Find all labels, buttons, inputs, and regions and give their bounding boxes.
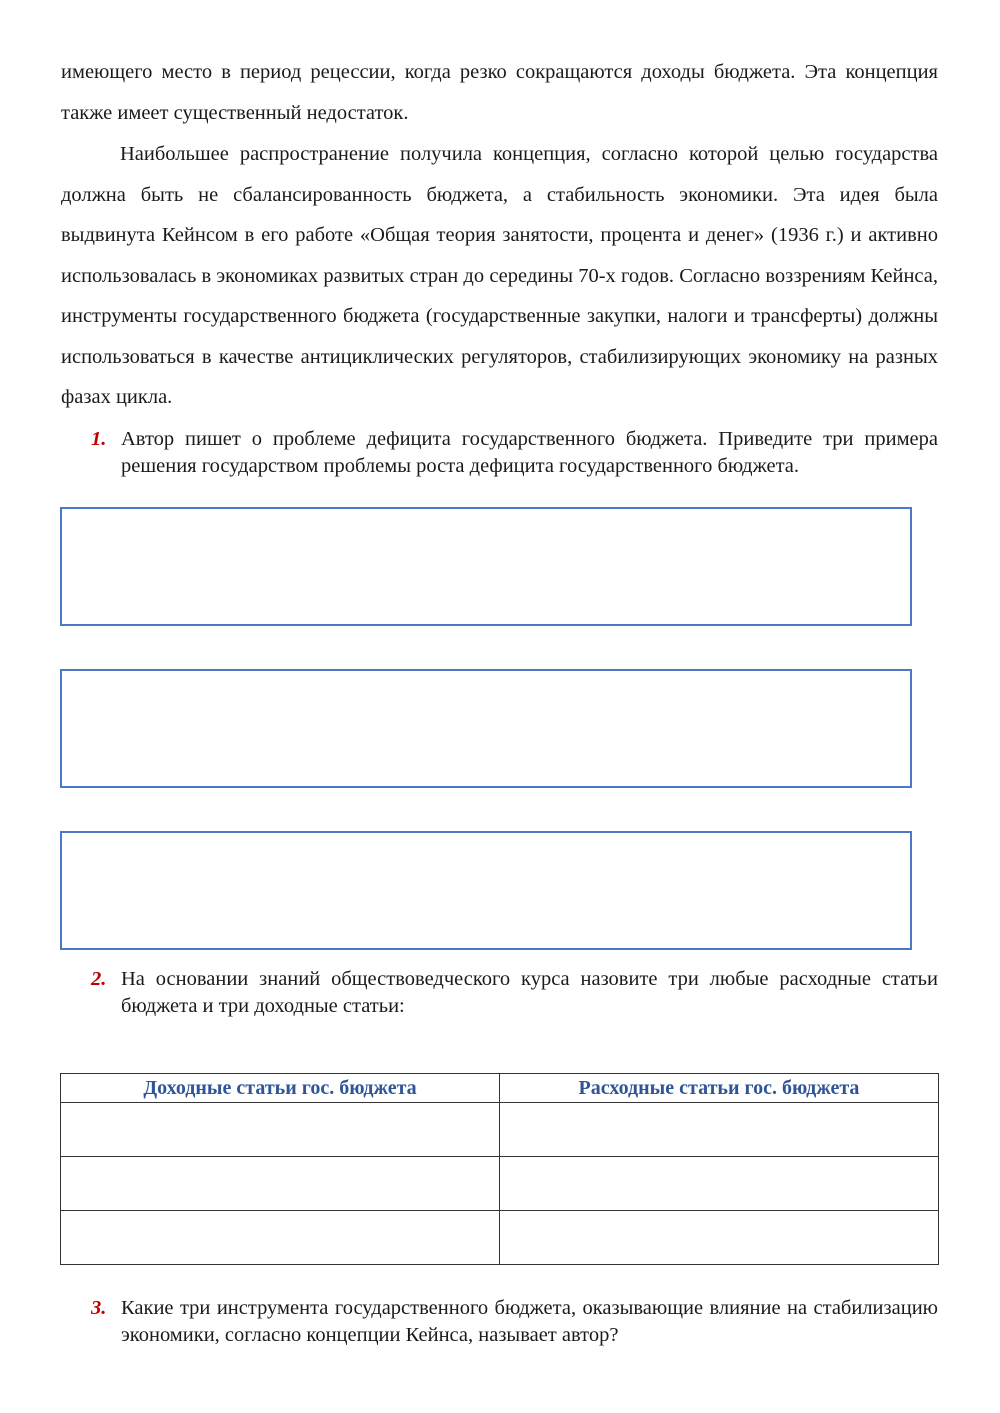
table-header-row — [61, 1074, 939, 1103]
question-1-number: 1. — [91, 428, 107, 450]
question-2-number: 2. — [91, 968, 107, 990]
income-item-cell[interactable] — [61, 1211, 500, 1265]
question-1 — [61, 426, 938, 480]
question-1-text: Автор пишет о проблеме дефицита государственного бюджета. Приведите три примера решения государством проблемы роста дефицита государственного бюджета. — [121, 428, 938, 477]
expense-item-cell[interactable] — [500, 1211, 939, 1265]
question-3-text: Какие три инструмента государственного бюджета, оказывающие влияние на стабилизацию экономики, согласно концепции Кейнса, называет автор? — [121, 1297, 938, 1346]
keynes-paragraph: Наибольшее распространение получила концепция, согласно которой целью государства должна быть не сбалансированность бюджета, а стабильность экономики. Эта идея была выдвинута Кейнсом в его работе «Общая теория занятости, процента и денег» (1936 г.) и активно использовалась в экономиках развитых стран до середины 70-х годов. Согласно воззрениям Кейнса, инструменты государственного бюджета (государственные закупки, налоги и трансферты) должны использоваться в качестве антициклических регуляторов, стабилизирующих экономику на разных фазах цикла. — [61, 143, 938, 408]
income-items-header: Доходные статьи гос. бюджета — [61, 1074, 500, 1103]
question-2-text: На основании знаний обществоведческого курса назовите три любые расходные статьи бюджета и три доходные статьи: — [121, 968, 938, 1017]
answer-box-2[interactable] — [60, 669, 912, 788]
intro-paragraph-continuation: имеющего место в период рецессии, когда резко сокращаются доходы бюджета. Эта концепция также имеет существенный недостаток. — [61, 61, 938, 124]
question-3-number: 3. — [91, 1297, 107, 1319]
income-item-cell[interactable] — [61, 1103, 500, 1157]
budget-items-table — [60, 1073, 939, 1265]
table-row — [61, 1211, 939, 1265]
expense-item-cell[interactable] — [500, 1157, 939, 1211]
expense-item-cell[interactable] — [500, 1103, 939, 1157]
question-3 — [61, 1295, 938, 1349]
table-row — [61, 1157, 939, 1211]
income-item-cell[interactable] — [61, 1157, 500, 1211]
question-2 — [61, 966, 938, 1020]
answer-box-3[interactable] — [60, 831, 912, 950]
table-row — [61, 1103, 939, 1157]
answer-box-1[interactable] — [60, 507, 912, 626]
expense-items-header: Расходные статьи гос. бюджета — [500, 1074, 939, 1103]
